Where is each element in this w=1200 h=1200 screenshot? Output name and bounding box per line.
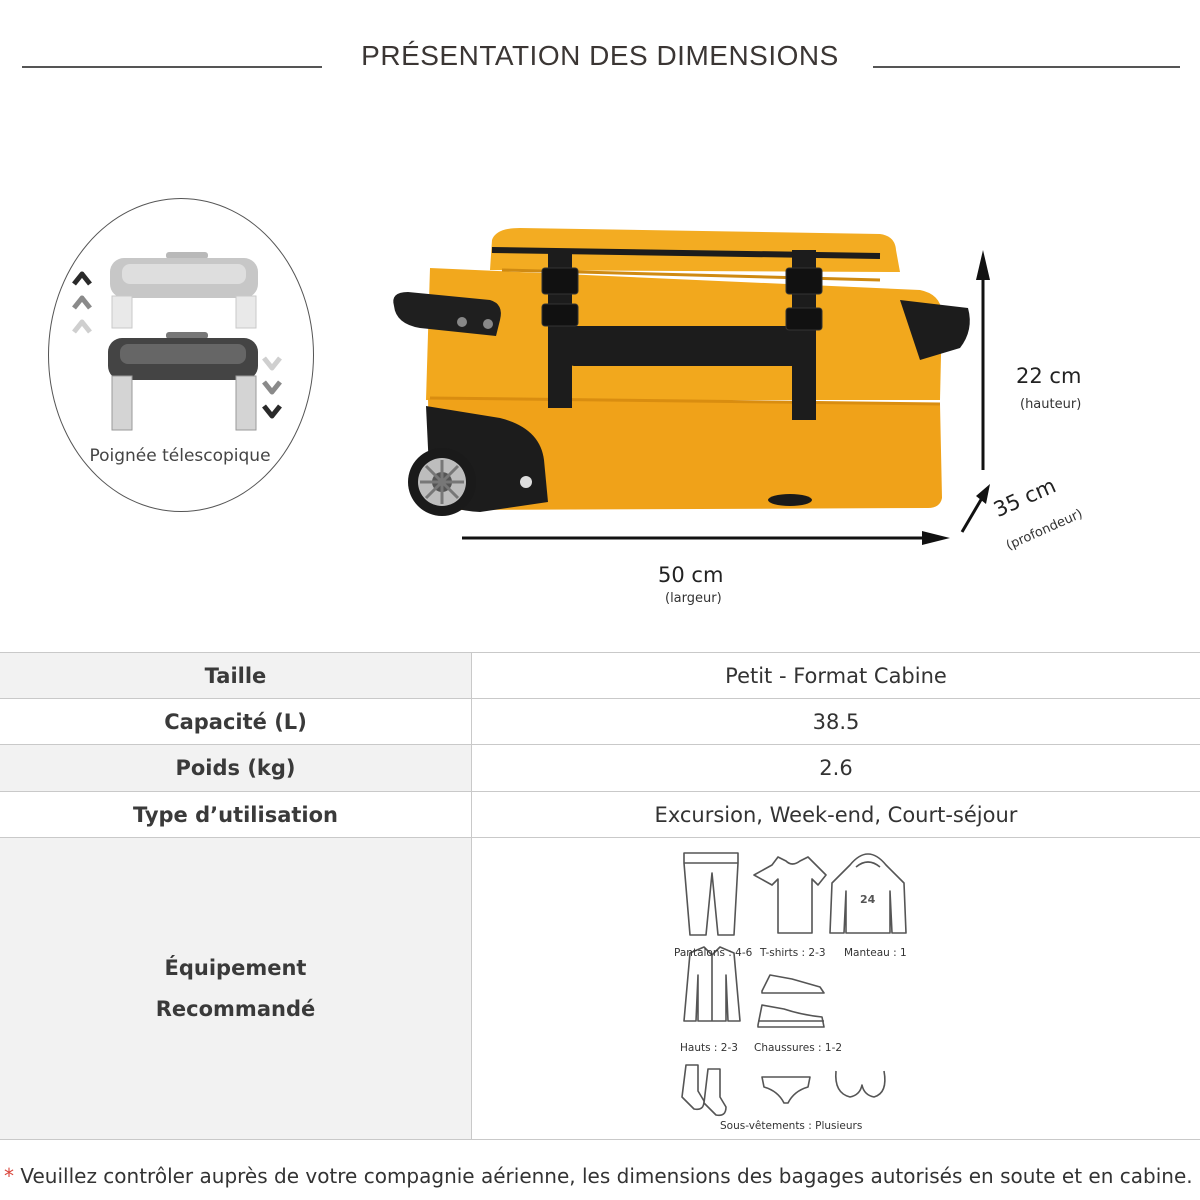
table-row bbox=[0, 792, 1200, 838]
spec-value: Excursion, Week-end, Court-séjour bbox=[472, 792, 1200, 838]
dress-shoe-icon bbox=[762, 975, 824, 993]
underwear-caption: Sous-vêtements : Plusieurs bbox=[720, 1119, 863, 1132]
table-row bbox=[0, 653, 1200, 699]
clothing-icons bbox=[472, 839, 1200, 1139]
spec-label: Poids (kg) bbox=[0, 745, 472, 792]
height-value: 22 cm bbox=[1016, 364, 1082, 388]
equipment-icons-cell bbox=[472, 838, 1200, 1140]
spec-value: 38.5 bbox=[472, 699, 1200, 745]
tshirts-caption: T-shirts : 2-3 bbox=[760, 946, 826, 959]
height-arrow-icon bbox=[976, 250, 990, 470]
spec-value: Petit - Format Cabine bbox=[472, 653, 1200, 699]
shoes-caption: Chaussures : 1-2 bbox=[754, 1041, 843, 1054]
spec-label: Type d’utilisation bbox=[0, 792, 472, 838]
spec-label: Taille bbox=[0, 653, 472, 699]
footnote bbox=[4, 1164, 1193, 1188]
coat-caption: Manteau : 1 bbox=[844, 946, 907, 959]
width-arrow-icon bbox=[462, 531, 950, 545]
equipment-icons bbox=[472, 839, 1200, 1139]
table-row bbox=[0, 745, 1200, 792]
width-value: 50 cm bbox=[658, 563, 724, 587]
footnote-star: * bbox=[4, 1164, 14, 1188]
hoodie-number: 24 bbox=[860, 892, 876, 906]
pants-caption: Pantalons : 4-6 bbox=[674, 946, 753, 959]
page-title: PRÉSENTATION DES DIMENSIONS bbox=[361, 40, 839, 71]
depth-label: (profondeur) bbox=[1004, 506, 1086, 554]
pants-icon bbox=[684, 853, 738, 935]
tops-caption: Hauts : 2-3 bbox=[680, 1041, 738, 1054]
equipment-label-line1: Équipement bbox=[164, 955, 307, 980]
width-label: (largeur) bbox=[665, 591, 722, 606]
sneaker-icon bbox=[758, 1005, 824, 1027]
table-row bbox=[0, 699, 1200, 745]
footnote-text: Veuillez contrôler auprès de votre compagnie aérienne, les dimensions des bagages autorisés en soute et en cabine. bbox=[14, 1164, 1193, 1188]
height-label: (hauteur) bbox=[1020, 397, 1082, 412]
socks-icon bbox=[682, 1065, 726, 1115]
depth-arrow-icon bbox=[962, 484, 990, 532]
equipment-label-line2: Recommandé bbox=[155, 996, 316, 1021]
bra-icon bbox=[836, 1071, 885, 1097]
spec-label: Capacité (L) bbox=[0, 699, 472, 745]
briefs-icon bbox=[762, 1077, 810, 1103]
specifications-table bbox=[0, 652, 1200, 1140]
table-row bbox=[0, 838, 1200, 1140]
tshirt-icon bbox=[754, 857, 826, 933]
depth-value: 35 cm bbox=[990, 473, 1060, 522]
handle-caption: Poignée télescopique bbox=[89, 446, 271, 466]
equipment-label bbox=[0, 838, 472, 1140]
spec-value: 2.6 bbox=[472, 745, 1200, 792]
